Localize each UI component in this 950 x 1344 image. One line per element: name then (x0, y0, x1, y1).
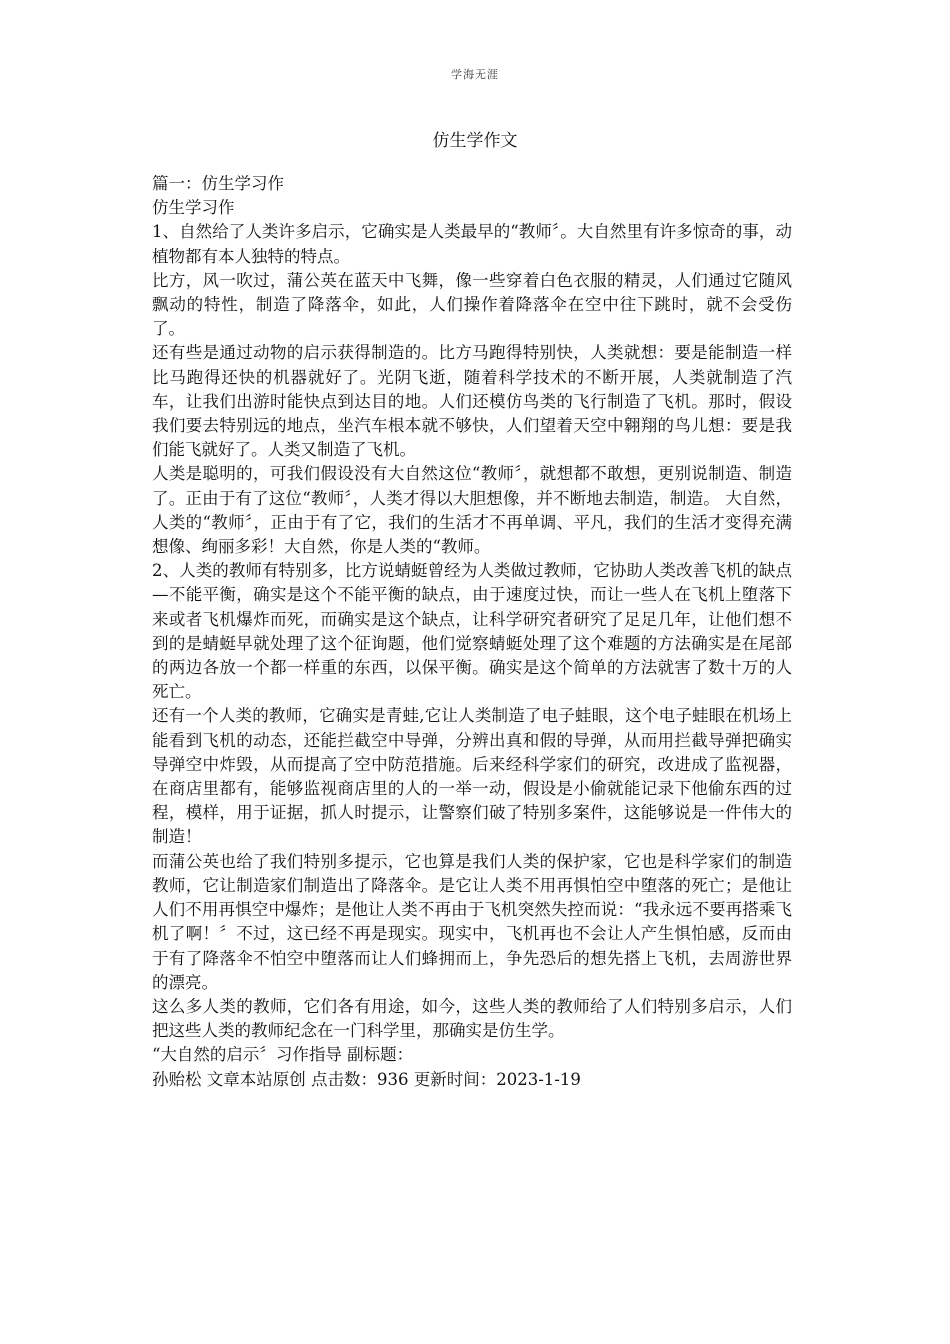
body-paragraph: 比方，风一吹过，蒲公英在蓝天中飞舞，像一些穿着白色衣服的精灵，人们通过它随风飘动的特性，制造了降落伞，如此，人们操作着降落伞在空中往下跳时，就不会受伤了。 (152, 270, 792, 339)
body-paragraph: 1、自然给了人类许多启示，它确实是人类最早的“教师〞。大自然里有许多惊奇的事，动植物都有本人独特的特点。 (152, 222, 792, 266)
running-header: 学海无涯 (451, 68, 499, 81)
subheading: “大自然的启示〞习作指导 副标题： (152, 1045, 414, 1065)
body-paragraph: 人类是聪明的，可我们假设没有大自然这位“教师〞，就想都不敢想，更别说制造、制造了。正由于有了这位“教师〞，人类才得以大胆想像，并不断地去制造，制造。 大自然，人类的“教师〞，正由于有了它，我们的生活才不再单调、平凡，我们的生活才变得充满想像、绚丽多彩！大自然，你是人类的“教师。 (152, 464, 792, 557)
section-heading: 篇一：仿生学习作 (152, 174, 284, 193)
byline: 孙贻松 文章本站原创 点击数：936 更新时间：2023-1-19 (152, 1069, 581, 1089)
body-paragraph: 2、人类的教师有特别多，比方说蜻蜓曾经为人类做过教师，它协助人类改善飞机的缺点—不能平衡，确实是这个不能平衡的缺点，由于速度过快，而让一些人在飞机上堕落下来或者飞机爆炸而死，而确实是这个缺点，让科学研究者研究了足足几年，让他们想不到的是蜻蜓早就处理了这个征询题，他们觉察蜻蜓处理了这个难题的方法确实是在尾部的两边各放一个都一样重的东西，以保平衡。确实是这个简单的方法就害了数十万的人死亡。 (152, 561, 792, 702)
body-paragraph: 还有一个人类的教师，它确实是青蛙,它让人类制造了电子蛙眼，这个电子蛙眼在机场上能看到飞机的动态，还能拦截空中导弹，分辨出真和假的导弹，从而用拦截导弹把确实导弹空中炸毁，从而提高了空中防范措施。后来经科学家们的研究，改进成了监视器，在商店里都有，能够监视商店里的人的一举一动，假设是小偷就能记录下他偷东西的过程，模样，用于证据，抓人时提示，让警察们破了特别多案件，这能够说是一件伟大的制造！ (152, 706, 792, 847)
body-paragraph: 还有些是通过动物的启示获得制造的。比方马跑得特别快，人类就想：要是能制造一样比马跑得还快的机器就好了。光阴飞逝，随着科学技术的不断开展，人类就制造了汽车，让我们出游时能快点到达目的地。人们还模仿鸟类的飞行制造了飞机。那时，假设我们要去特别远的地点，坐汽车根本就不够快，人们望着天空中翱翔的鸟儿想：要是我们能飞就好了。人类又制造了飞机。 (152, 343, 792, 460)
document-title: 仿生学作文 (432, 131, 518, 151)
body-paragraph: 这么多人类的教师，它们各有用途，如今，这些人类的教师给了人们特别多启示，人们把这些人类的教师纪念在一门科学里，那确实是仿生学。 (152, 996, 792, 1041)
body-paragraph: 而蒲公英也给了我们特别多提示，它也算是我们人类的保护家，它也是科学家们的制造教师，它让制造家们制造出了降落伞。是它让人类不用再惧怕空中堕落的死亡；是他让人们不用再惧空中爆炸；是他让人类不再由于飞机突然失控而说：“我永远不要再搭乘飞机了啊！〞不过，这已经不再是现实。现实中，飞机再也不会让人产生惧怕感，反而由于有了降落伞不怕空中堕落而让人们蜂拥而上，争先恐后的想先搭上飞机，去周游世界的漂亮。 (152, 851, 792, 992)
document-body (152, 172, 792, 1092)
essay-title: 仿生学习作 (152, 198, 235, 218)
